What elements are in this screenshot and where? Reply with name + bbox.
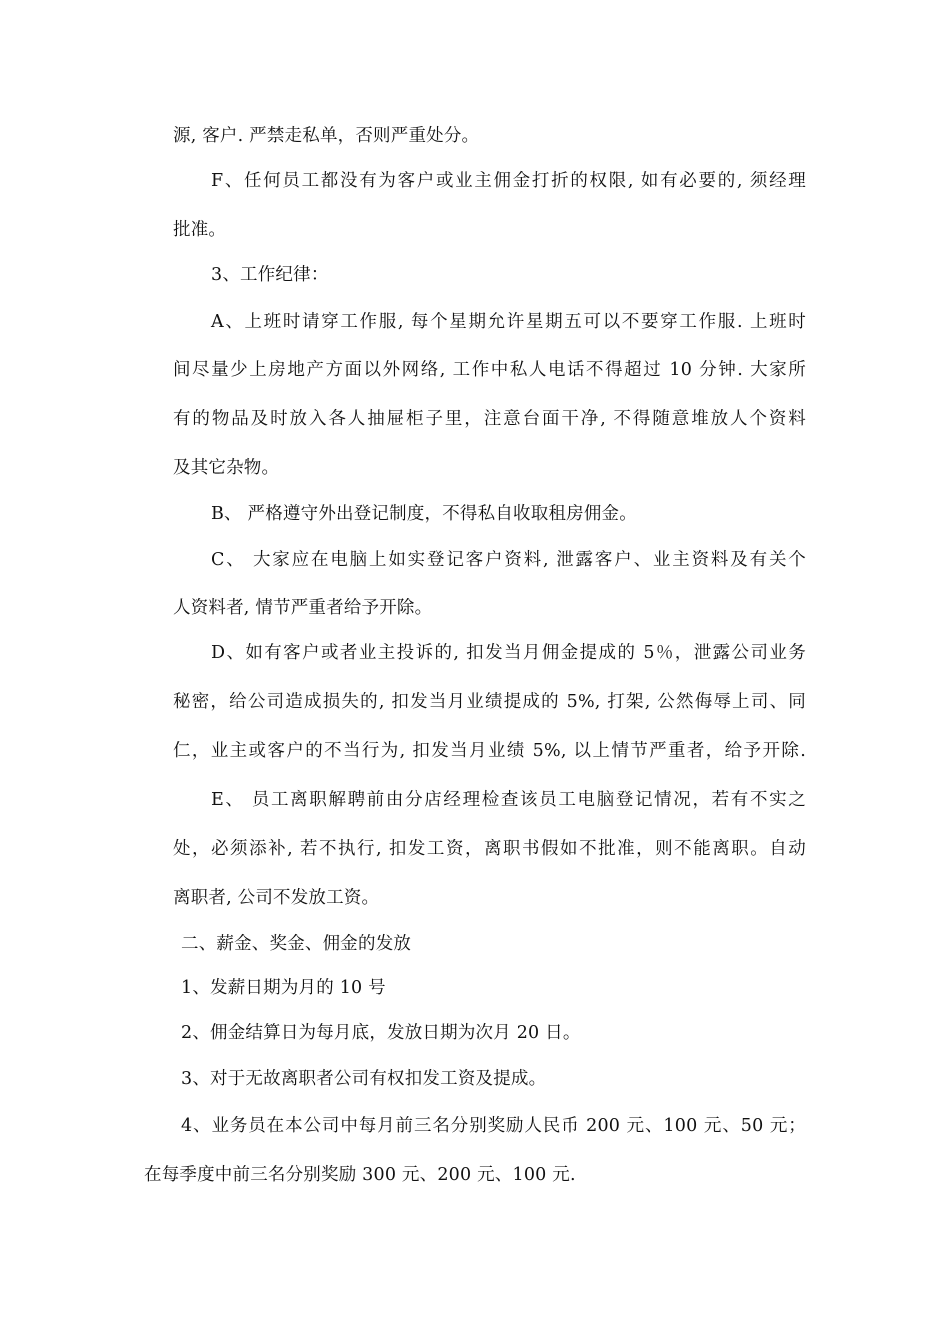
text-line: 1、发薪日期为月的 10 号: [181, 978, 386, 998]
text-line: 源, 客户. 严禁走私单，否则严重处分。: [173, 126, 480, 146]
section-heading: 二、薪金、奖金、佣金的发放: [181, 934, 412, 954]
text-line: 仁，业主或客户的不当行为, 扣发当月业绩 5%, 以上情节严重者，给予开除.: [173, 741, 806, 761]
text-line: B、 严格遵守外出登记制度，不得私自收取租房佣金。: [211, 504, 637, 524]
text-line: 处，必须添补, 若不执行, 扣发工资，离职书假如不批准，则不能离职。自动: [173, 839, 806, 859]
text-line: 人资料者, 情节严重者给予开除。: [173, 598, 433, 618]
text-line: E、 员工离职解聘前由分店经理检查该员工电脑登记情况，若有不实之: [211, 790, 806, 810]
text-line: D、如有客户或者业主投诉的, 扣发当月佣金提成的 5％，泄露公司业务: [211, 643, 806, 663]
text-line: 间尽量少上房地产方面以外网络, 工作中私人电话不得超过 10 分钟. 大家所: [173, 360, 806, 380]
text-line: 及其它杂物。: [173, 458, 280, 478]
text-line: 2、佣金结算日为每月底，发放日期为次月 20 日。: [181, 1023, 581, 1043]
text-line: 秘密，给公司造成损失的, 扣发当月业绩提成的 5%, 打架, 公然侮辱上司、同: [173, 692, 806, 712]
text-line: 4、业务员在本公司中每月前三名分别奖励人民币 200 元、100 元、50 元；: [181, 1116, 806, 1136]
text-line: F、任何员工都没有为客户或业主佣金打折的权限, 如有必要的, 须经理: [211, 171, 806, 191]
section-heading: 3、工作纪律：: [211, 265, 329, 285]
text-line: 在每季度中前三名分别奖励 300 元、200 元、100 元.: [144, 1165, 576, 1185]
text-line: 离职者, 公司不发放工资。: [173, 888, 380, 908]
text-line: 有的物品及时放入各人抽屉柜子里，注意台面干净, 不得随意堆放人个资料: [173, 409, 806, 429]
text-line: A、上班时请穿工作服, 每个星期允许星期五可以不要穿工作服. 上班时: [211, 312, 806, 332]
text-line: C、 大家应在电脑上如实登记客户资料, 泄露客户、业主资料及有关个: [211, 550, 806, 570]
text-line: 3、对于无故离职者公司有权扣发工资及提成。: [181, 1069, 547, 1089]
text-line: 批准。: [173, 220, 227, 240]
